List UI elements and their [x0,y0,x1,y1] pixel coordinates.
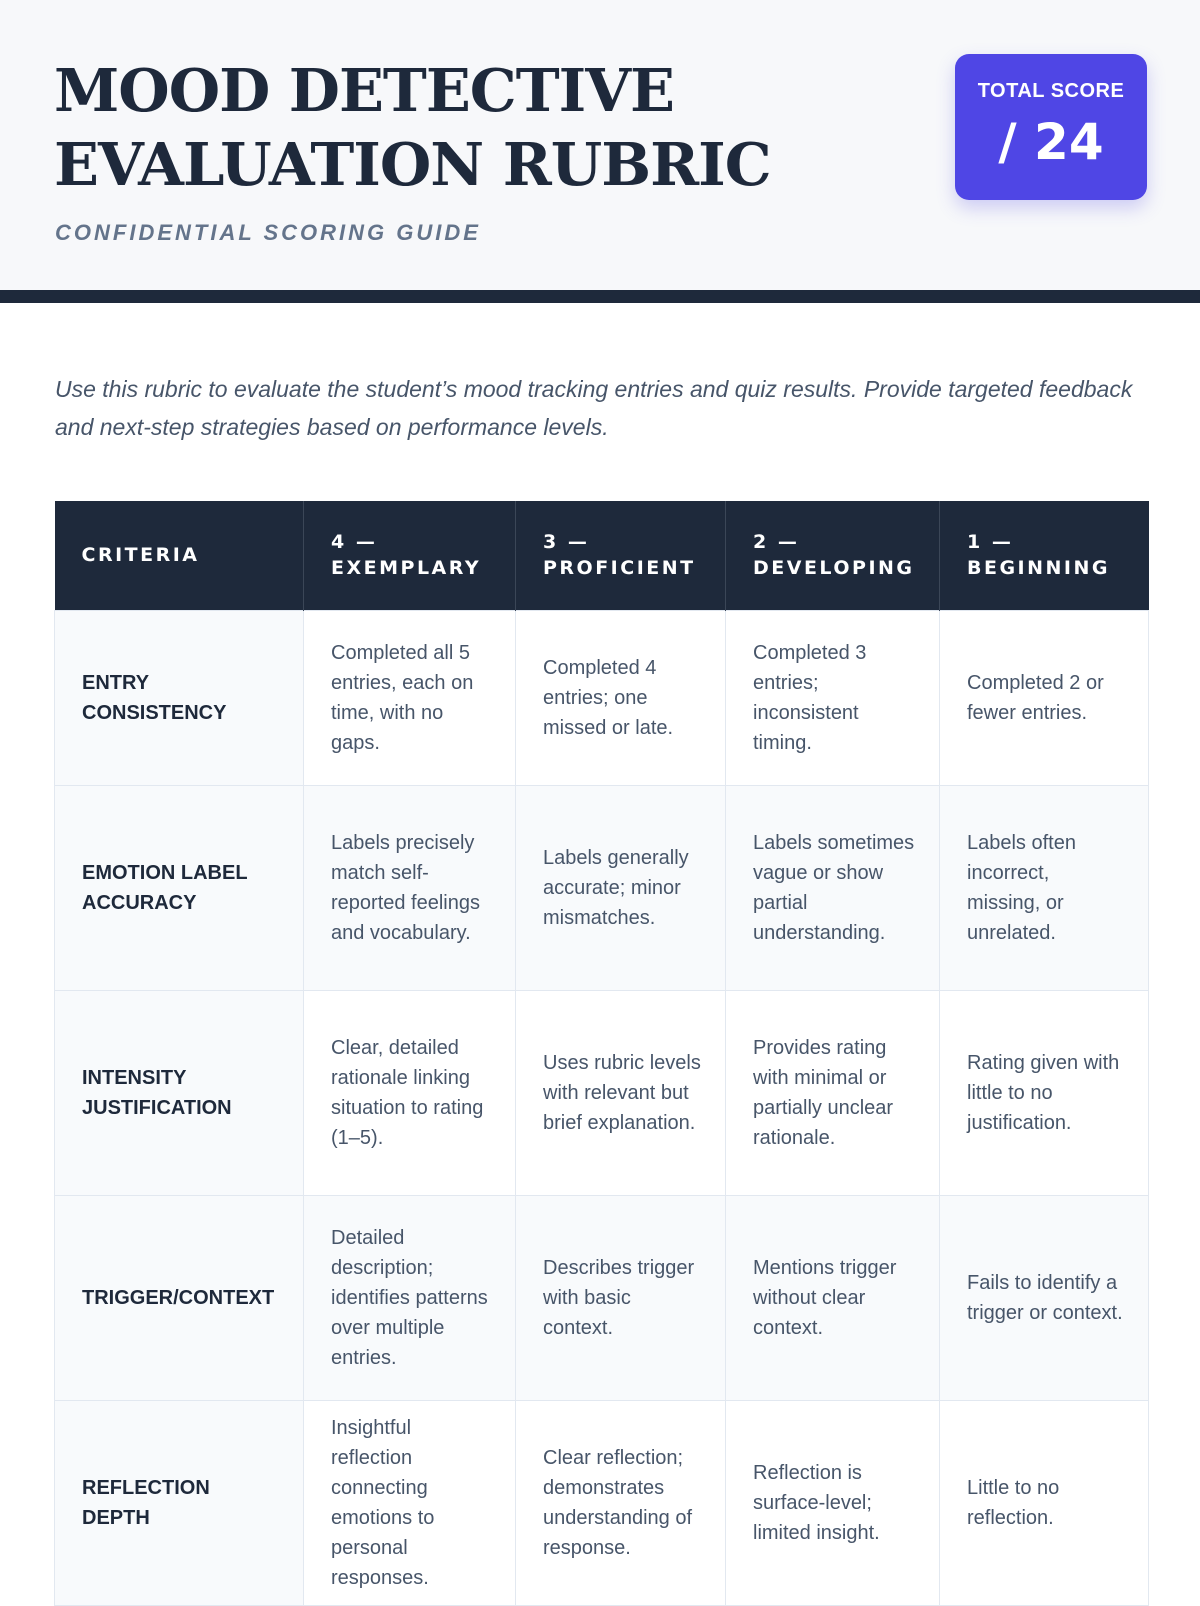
header-proficient: 3 — PROFICIENT [516,501,726,610]
score-4-cell: Insightful reflection connecting emotions to personal responses. [304,1400,516,1605]
header-developing: 2 — DEVELOPING [726,501,940,610]
table-row [55,1195,1149,1400]
score-2-cell: Completed 3 entries; inconsistent timing. [726,610,940,785]
criterion-cell: REFLECTION DEPTH [55,1400,304,1605]
score-2-cell: Mentions trigger without clear context. [726,1195,940,1400]
score-1-cell: Fails to identify a trigger or context. [940,1195,1149,1400]
score-4-cell: Labels precisely match self-reported feelings and vocabulary. [304,785,516,990]
criterion-cell: EMOTION LABEL ACCURACY [55,785,304,990]
score-2-cell: Provides rating with minimal or partially unclear rationale. [726,990,940,1195]
table-row [55,1400,1149,1605]
header-beginning: 1 — BEGINNING [940,501,1149,610]
total-score-value: / 24 [998,113,1104,171]
score-1-cell: Labels often incorrect, missing, or unrelated. [940,785,1149,990]
score-2-cell: Reflection is surface-level; limited insight. [726,1400,940,1605]
header-criteria: CRITERIA [55,501,304,610]
score-1-cell: Rating given with little to no justification. [940,990,1149,1195]
page-subtitle: CONFIDENTIAL SCORING GUIDE [55,220,481,245]
page-title: MOOD DETECTIVE EVALUATION RUBRIC [54,56,771,199]
score-2-cell: Labels sometimes vague or show partial understanding. [726,785,940,990]
criterion-cell: TRIGGER/CONTEXT [55,1195,304,1400]
header-exemplary: 4 — EXEMPLARY [304,501,516,610]
score-3-cell: Completed 4 entries; one missed or late. [516,610,726,785]
intro-text: Use this rubric to evaluate the student’s mood tracking entries and quiz results. Provide targeted feedback and next-step strategies based on performance levels. [55,376,1133,440]
rubric-header-row [55,501,1149,610]
score-4-cell: Completed all 5 entries, each on time, with no gaps. [304,610,516,785]
criterion-cell: INTENSITY JUSTIFICATION [55,990,304,1195]
table-row [55,990,1149,1195]
table-row [55,785,1149,990]
page-header [0,0,1200,303]
score-4-cell: Clear, detailed rationale linking situation to rating (1–5). [304,990,516,1195]
score-4-cell: Detailed description; identifies patterns over multiple entries. [304,1195,516,1400]
total-score-card [955,54,1147,200]
score-1-cell: Little to no reflection. [940,1400,1149,1605]
score-3-cell: Uses rubric levels with relevant but brief explanation. [516,990,726,1195]
total-score-label: TOTAL SCORE [977,80,1125,102]
score-3-cell: Labels generally accurate; minor mismatches. [516,785,726,990]
score-3-cell: Describes trigger with basic context. [516,1195,726,1400]
score-1-cell: Completed 2 or fewer entries. [940,610,1149,785]
rubric-table [54,501,1149,1606]
score-3-cell: Clear reflection; demonstrates understanding of response. [516,1400,726,1605]
table-row [55,610,1149,785]
criterion-cell: ENTRY CONSISTENCY [55,610,304,785]
